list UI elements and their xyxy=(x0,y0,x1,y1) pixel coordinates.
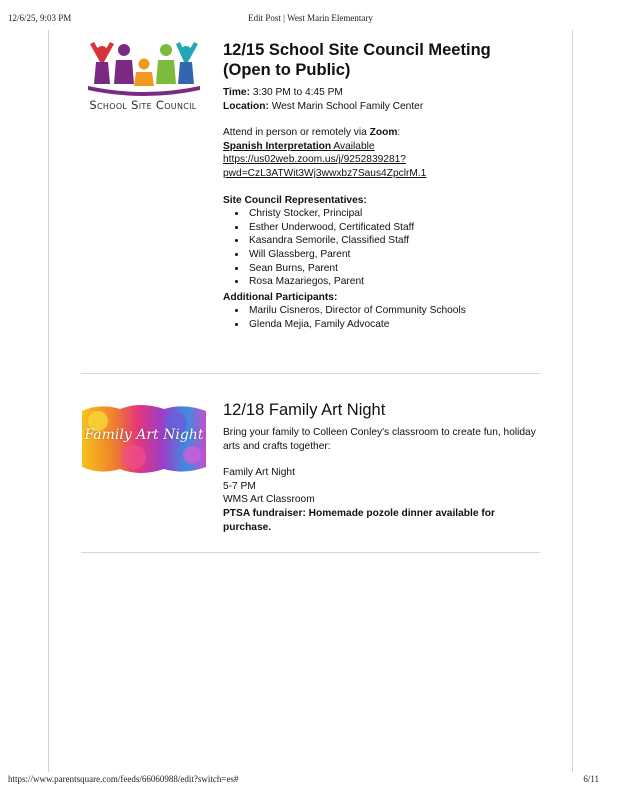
event-name: Family Art Night xyxy=(223,467,295,479)
attend-suffix: : xyxy=(397,127,401,139)
family-art-night-image-text: Family Art Night xyxy=(84,427,204,443)
time-line xyxy=(223,86,541,100)
time-label: Time: xyxy=(223,87,250,98)
list-item: • Marilu Cisneros, Director of Community Schools xyxy=(247,304,541,318)
post-body xyxy=(223,40,541,332)
post-title: 12/15 School Site Council Meeting (Open to Public) xyxy=(223,41,491,79)
location-label: Location: xyxy=(223,100,269,112)
content-frame-right xyxy=(572,30,573,772)
participants-list xyxy=(223,304,541,331)
school-site-council-logo-caption: School Site Council xyxy=(89,98,197,112)
post-body xyxy=(223,400,541,534)
list-item: • Esther Underwood, Certificated Staff xyxy=(247,221,541,235)
fundraiser-bold: PTSA fundraiser: Homemade pozole dinner available for purchase. xyxy=(223,507,495,533)
participants-heading: Additional Participants: xyxy=(223,291,338,303)
post-divider xyxy=(81,373,540,374)
fundraiser-text xyxy=(223,507,541,534)
event-time: 5-7 PM xyxy=(223,480,256,492)
event-place: WMS Art Classroom xyxy=(223,494,315,506)
content-frame-left xyxy=(48,30,49,772)
post-title: 12/18 Family Art Night xyxy=(223,401,386,419)
list-item: • Kasandra Semorile, Classified Staff xyxy=(247,234,541,248)
list-item: • Will Glassberg, Parent xyxy=(247,248,541,262)
print-footer xyxy=(0,774,621,790)
list-item: • Glenda Mejia, Family Advocate xyxy=(247,318,541,332)
attend-zoom: Zoom xyxy=(369,127,398,139)
family-art-night-image xyxy=(80,403,208,475)
zoom-link-line-2: pwd=CzL3ATWit3Wj3wwxbz7Saus4ZpclrM.1 xyxy=(223,167,427,179)
print-header xyxy=(0,13,621,29)
list-item: • Sean Burns, Parent xyxy=(247,262,541,276)
zoom-link-line-1: https://us02web.zoom.us/j/9252839281? xyxy=(223,154,406,166)
post-divider xyxy=(81,552,540,553)
attend-text: Attend in person or remotely via xyxy=(223,127,370,139)
reps-heading: Site Council Representatives: xyxy=(223,194,367,206)
print-page-title: Edit Post | West Marin Elementary xyxy=(248,13,373,23)
print-page-number: 6/11 xyxy=(583,774,599,784)
list-item: • Rosa Mazariegos, Parent xyxy=(247,275,541,289)
location-value: West Marin School Family Center xyxy=(271,100,424,112)
attend-line xyxy=(223,126,541,140)
school-site-council-logo xyxy=(80,40,208,126)
print-datetime: 12/6/25, 9:03 PM xyxy=(8,13,72,23)
time-value: 3:30 PM to 4:45 PM xyxy=(252,87,343,98)
print-url: https://www.parentsquare.com/feeds/66060988/edit?switch=es# xyxy=(8,774,239,784)
interpretation-label: Spanish Interpretation xyxy=(223,140,332,152)
intro-text: Bring your family to Colleen Conley's classroom to create fun, holiday arts and crafts together: xyxy=(223,427,536,452)
people-logo-icon xyxy=(80,40,208,100)
zoom-link[interactable] xyxy=(223,154,426,179)
interpretation-line xyxy=(223,140,541,154)
location-line xyxy=(223,100,541,114)
reps-list xyxy=(223,207,541,289)
list-item: • Christy Stocker, Principal xyxy=(247,207,541,221)
interpretation-rest: Available xyxy=(331,140,375,152)
